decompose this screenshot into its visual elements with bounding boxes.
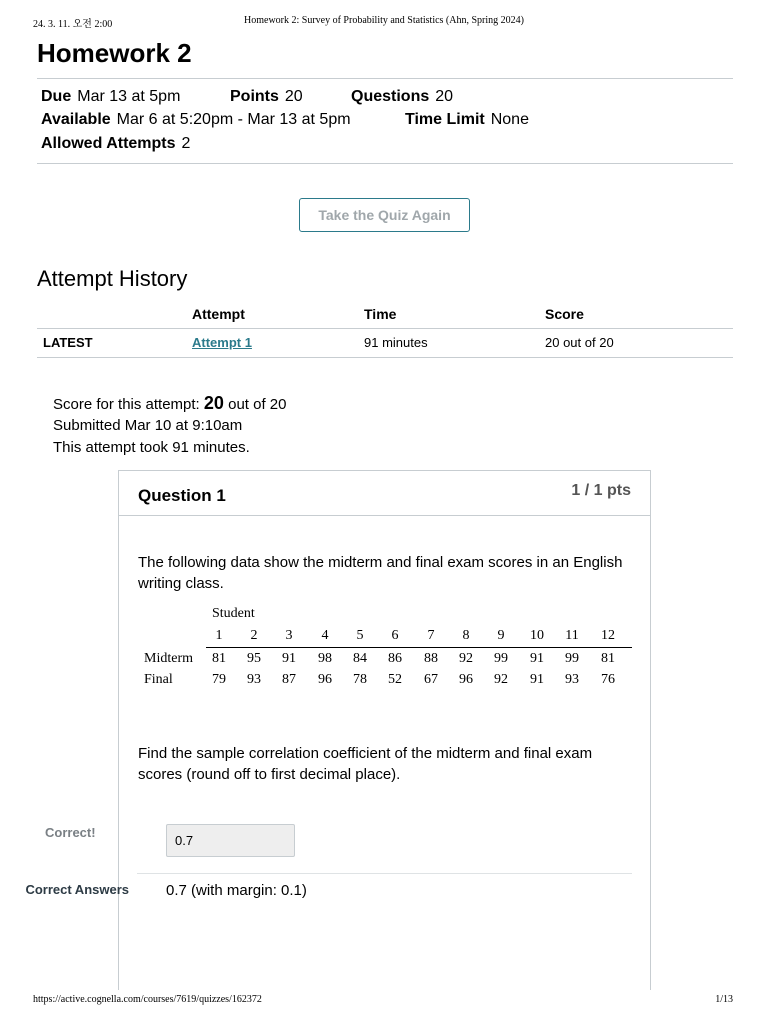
midterm-score: 98 [318, 651, 332, 666]
midterm-score: 99 [565, 651, 579, 666]
print-footer [33, 994, 735, 1008]
final-score: 93 [247, 672, 261, 687]
final-score: 78 [353, 672, 367, 687]
final-score: 52 [388, 672, 402, 687]
student-number: 4 [321, 628, 329, 643]
print-page-title: Homework 2: Survey of Probability and Statistics (Ahn, Spring 2024) [244, 15, 524, 26]
student-number: 8 [462, 628, 470, 643]
final-score: 93 [565, 672, 579, 687]
divider [37, 163, 733, 164]
column-header-time: Time [364, 306, 397, 322]
midterm-score: 91 [282, 651, 296, 666]
midterm-score: 92 [459, 651, 473, 666]
attempt-history-heading: Attempt History [37, 266, 188, 291]
midterm-score: 91 [530, 651, 544, 666]
duration-text: This attempt took 91 minutes. [53, 439, 250, 456]
final-score: 96 [459, 672, 473, 687]
table-rule [37, 357, 733, 358]
available-info: Available Mar 6 at 5:20pm - Mar 13 at 5pm [41, 111, 351, 128]
midterm-score: 99 [494, 651, 508, 666]
submitted-text: Submitted Mar 10 at 9:10am [53, 417, 243, 434]
table-row [37, 329, 733, 357]
student-number: 10 [530, 628, 544, 643]
question-card [118, 470, 651, 990]
points-info: Points 20 [230, 88, 303, 105]
row-label-midterm: Midterm [144, 651, 193, 666]
midterm-score: 81 [601, 651, 615, 666]
score-summary: Score for this attempt: 20 out of 20 [53, 393, 287, 413]
final-score: 67 [424, 672, 438, 687]
latest-tag: LATEST [43, 335, 93, 350]
final-score: 92 [494, 672, 508, 687]
student-number: 12 [601, 628, 615, 643]
midterm-score: 81 [212, 651, 226, 666]
question-intro: The following data show the midterm and final exam scores in an English writing class. [138, 554, 623, 592]
divider [37, 78, 733, 79]
print-url: https://active.cognella.com/courses/7619/quizzes/162372 [33, 994, 262, 1005]
time-limit-info: Time Limit None [405, 111, 529, 128]
student-number: 9 [497, 628, 505, 643]
due-info: Due Mar 13 at 5pm [41, 88, 181, 105]
question-title: Question 1 [138, 486, 226, 505]
midterm-score: 84 [353, 651, 367, 666]
question-points: 1 / 1 pts [571, 482, 631, 499]
question-prompt: Find the sample correlation coefficient of the midterm and final exam scores (round off to first decimal place). [138, 745, 593, 783]
student-number: 5 [356, 628, 364, 643]
print-timestamp: 24. 3. 11. 오전 2:00 [33, 19, 113, 30]
data-table [144, 603, 634, 693]
column-header-score: Score [545, 306, 584, 322]
final-score: 79 [212, 672, 226, 687]
student-number: 2 [250, 628, 258, 643]
student-number: 1 [215, 628, 223, 643]
student-number: 7 [427, 628, 435, 643]
table-header [37, 302, 733, 328]
midterm-score: 95 [247, 651, 261, 666]
attempts-info: Allowed Attempts 2 [41, 135, 191, 152]
take-quiz-again-button[interactable]: Take the Quiz Again [299, 198, 470, 232]
midterm-score: 88 [424, 651, 438, 666]
question-header [119, 471, 650, 516]
answer-field: 0.7 [166, 824, 295, 857]
questions-info: Questions 20 [351, 88, 454, 105]
score-value: 20 [203, 393, 224, 413]
correct-answer: 0.7 (with margin: 0.1) [166, 882, 307, 899]
student-number: 3 [285, 628, 293, 643]
final-score: 76 [601, 672, 615, 687]
attempt-score: 20 out of 20 [545, 335, 614, 350]
final-score: 91 [530, 672, 544, 687]
column-header-attempt: Attempt [192, 306, 245, 322]
page-title: Homework 2 [37, 38, 192, 68]
print-page-number: 1/13 [715, 994, 733, 1005]
student-number: 6 [391, 628, 399, 643]
correct-indicator: Correct! [45, 825, 96, 840]
row-label-final: Final [144, 672, 173, 687]
divider [137, 873, 632, 874]
final-score: 87 [282, 672, 296, 687]
midterm-score: 86 [388, 651, 402, 666]
correct-answers-label: Correct Answers [25, 882, 129, 897]
final-score: 96 [318, 672, 332, 687]
table-rule [206, 647, 632, 648]
attempt-time: 91 minutes [364, 335, 428, 350]
table-header-label: Student [212, 606, 255, 621]
attempt-link[interactable]: Attempt 1 [192, 335, 252, 350]
print-header [33, 15, 735, 29]
student-number: 11 [565, 628, 579, 643]
